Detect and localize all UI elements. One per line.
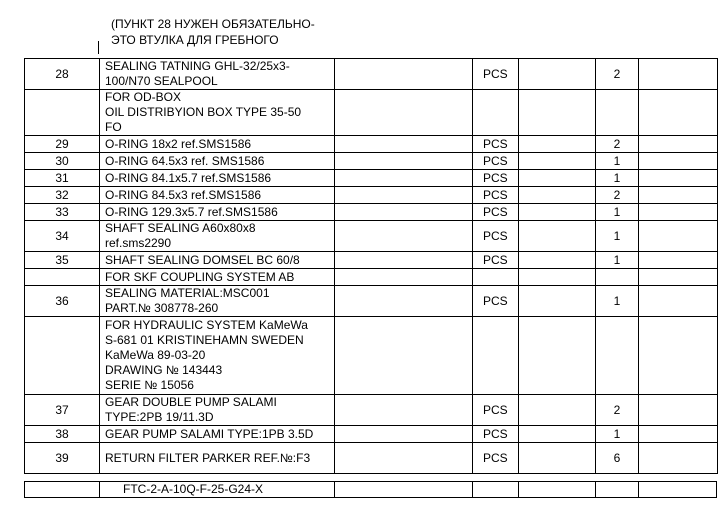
item-quantity: 2 [596, 395, 639, 426]
item-number: 32 [25, 187, 100, 204]
item-quantity: 1 [596, 426, 639, 443]
description-line: RETURN FILTER PARKER REF.№:F3 [105, 450, 311, 465]
empty-cell [519, 59, 596, 90]
table-row [25, 204, 718, 221]
empty-cell [519, 252, 596, 269]
item-quantity [596, 269, 639, 286]
item-quantity: 1 [596, 286, 639, 317]
empty-cell [639, 221, 718, 252]
empty-cell [519, 136, 596, 153]
cell-border [716, 482, 717, 497]
description-line: SHAFT SEALING DOMSEL BC 60/8 [105, 252, 300, 267]
cell-border [595, 482, 596, 497]
item-number [25, 269, 100, 286]
item-unit [473, 269, 519, 286]
empty-cell [519, 286, 596, 317]
table-row [25, 221, 718, 252]
description-line: O-RING 84.5x3 ref.SMS1586 [105, 187, 262, 202]
cell-border [24, 482, 25, 497]
pre-note-line: ЭТО ВТУЛКА ДЛЯ ГРЕБНОГО [111, 33, 279, 47]
table-row [25, 443, 718, 474]
item-quantity: 1 [596, 153, 639, 170]
empty-cell [519, 204, 596, 221]
empty-cell [639, 269, 718, 286]
item-unit: PCS [473, 136, 519, 153]
item-unit: PCS [473, 204, 519, 221]
item-unit [473, 90, 519, 136]
item-description [100, 90, 335, 136]
item-description [100, 59, 335, 90]
table-row [25, 153, 718, 170]
description-line: O-RING 18x2 ref.SMS1586 [105, 136, 252, 151]
column-divider-mark [98, 41, 99, 54]
cell-border [472, 482, 473, 497]
item-number: 37 [25, 395, 100, 426]
item-quantity [596, 317, 639, 395]
description-line: FOR SKF COUPLING SYSTEM AB [105, 269, 295, 284]
empty-cell [519, 443, 596, 474]
cell-border [99, 482, 100, 497]
empty-cell [335, 153, 473, 170]
item-unit [473, 317, 519, 395]
item-quantity: 1 [596, 221, 639, 252]
empty-cell [519, 317, 596, 395]
item-number: 31 [25, 170, 100, 187]
empty-cell [335, 443, 473, 474]
item-unit: PCS [473, 221, 519, 252]
empty-cell [335, 59, 473, 90]
item-description [100, 269, 335, 286]
item-unit: PCS [473, 252, 519, 269]
empty-cell [335, 204, 473, 221]
description-line: O-RING 64.5x3 ref. SMS1586 [105, 153, 265, 168]
description-line: PART.№ 308778-260 [105, 301, 219, 315]
item-description [100, 443, 335, 474]
item-unit: PCS [473, 153, 519, 170]
item-number: 39 [25, 443, 100, 474]
item-description [100, 204, 335, 221]
item-description [100, 187, 335, 204]
description-line: FO [105, 120, 122, 134]
description-line: DRAWING № 143443 [105, 363, 223, 377]
description-line: 100/N70 SEALPOOL [105, 74, 218, 88]
cell-border [334, 482, 335, 497]
item-number: 35 [25, 252, 100, 269]
empty-cell [639, 153, 718, 170]
table-row [25, 269, 718, 286]
item-description [100, 286, 335, 317]
empty-cell [335, 221, 473, 252]
continuation-text: FTC-2-A-10Q-F-25-G24-X [123, 482, 264, 496]
empty-cell [519, 90, 596, 136]
item-unit: PCS [473, 443, 519, 474]
item-description [100, 395, 335, 426]
table-row [25, 317, 718, 395]
table-row [25, 252, 718, 269]
item-number: 34 [25, 221, 100, 252]
empty-cell [639, 170, 718, 187]
item-unit: PCS [473, 170, 519, 187]
empty-cell [519, 395, 596, 426]
empty-cell [519, 170, 596, 187]
item-quantity: 1 [596, 170, 639, 187]
empty-cell [335, 136, 473, 153]
description-line: TYPE:2PB 19/11.3D [105, 410, 214, 424]
table-row [25, 170, 718, 187]
empty-cell [639, 426, 718, 443]
item-number: 38 [25, 426, 100, 443]
empty-cell [639, 187, 718, 204]
description-line: SHAFT SEALING A60x80x8 [105, 221, 256, 235]
empty-cell [519, 269, 596, 286]
item-number [25, 317, 100, 395]
description-line: SEALING MATERIAL:MSC001 [105, 286, 270, 300]
description-line: S-681 01 KRISTINEHAMN SWEDEN [105, 333, 304, 347]
table-row [25, 90, 718, 136]
empty-cell [335, 252, 473, 269]
item-description [100, 136, 335, 153]
empty-cell [639, 59, 718, 90]
pre-note [111, 16, 315, 48]
parts-table [24, 58, 718, 474]
pre-note-line: (ПУНКТ 28 НУЖЕН ОБЯЗАТЕЛЬНО- [111, 17, 315, 31]
item-quantity: 6 [596, 443, 639, 474]
description-line: SEALING TATNING GHL-32/25x3- [105, 59, 290, 73]
item-description [100, 170, 335, 187]
item-number [25, 90, 100, 136]
item-number: 33 [25, 204, 100, 221]
empty-cell [335, 187, 473, 204]
item-quantity: 1 [596, 204, 639, 221]
description-line: O-RING 129.3x5.7 ref.SMS1586 [105, 204, 278, 219]
item-quantity: 2 [596, 136, 639, 153]
description-line: FOR HYDRAULIC SYSTEM KaMeWa [105, 318, 308, 332]
item-unit: PCS [473, 59, 519, 90]
item-quantity [596, 90, 639, 136]
description-line: SERIE № 15056 [105, 378, 194, 392]
item-description [100, 426, 335, 443]
table-row [25, 426, 718, 443]
description-line: OIL DISTRIBYION BOX TYPE 35-50 [105, 105, 302, 119]
empty-cell [335, 286, 473, 317]
item-quantity: 2 [596, 59, 639, 90]
empty-cell [335, 395, 473, 426]
item-unit: PCS [473, 426, 519, 443]
cell-border [638, 482, 639, 497]
description-line: GEAR DOUBLE PUMP SALAMI [105, 395, 277, 409]
cell-border [518, 482, 519, 497]
continuation-row [24, 481, 717, 498]
description-line: FOR OD-BOX [105, 90, 182, 104]
table-row [25, 59, 718, 90]
item-quantity: 2 [596, 187, 639, 204]
item-quantity: 1 [596, 252, 639, 269]
item-unit: PCS [473, 395, 519, 426]
description-line: GEAR PUMP SALAMI TYPE:1PB 3.5D [105, 426, 314, 441]
empty-cell [639, 286, 718, 317]
table-row [25, 136, 718, 153]
table-row [25, 286, 718, 317]
empty-cell [519, 221, 596, 252]
empty-cell [335, 269, 473, 286]
item-number: 28 [25, 59, 100, 90]
item-description [100, 317, 335, 395]
empty-cell [639, 443, 718, 474]
empty-cell [639, 252, 718, 269]
item-number: 36 [25, 286, 100, 317]
empty-cell [639, 90, 718, 136]
item-unit: PCS [473, 187, 519, 204]
description-line: KaMeWa 89-03-20 [105, 348, 206, 362]
table-row [25, 395, 718, 426]
item-number: 29 [25, 136, 100, 153]
empty-cell [519, 426, 596, 443]
description-line: ref.sms2290 [105, 236, 172, 250]
empty-cell [335, 90, 473, 136]
empty-cell [335, 317, 473, 395]
item-unit: PCS [473, 286, 519, 317]
table-row [25, 187, 718, 204]
empty-cell [639, 317, 718, 395]
item-description [100, 221, 335, 252]
empty-cell [639, 395, 718, 426]
item-description [100, 153, 335, 170]
item-number: 30 [25, 153, 100, 170]
empty-cell [335, 170, 473, 187]
empty-cell [519, 153, 596, 170]
item-description [100, 252, 335, 269]
empty-cell [639, 204, 718, 221]
empty-cell [519, 187, 596, 204]
description-line: O-RING 84.1x5.7 ref.SMS1586 [105, 170, 272, 185]
empty-cell [335, 426, 473, 443]
empty-cell [639, 136, 718, 153]
